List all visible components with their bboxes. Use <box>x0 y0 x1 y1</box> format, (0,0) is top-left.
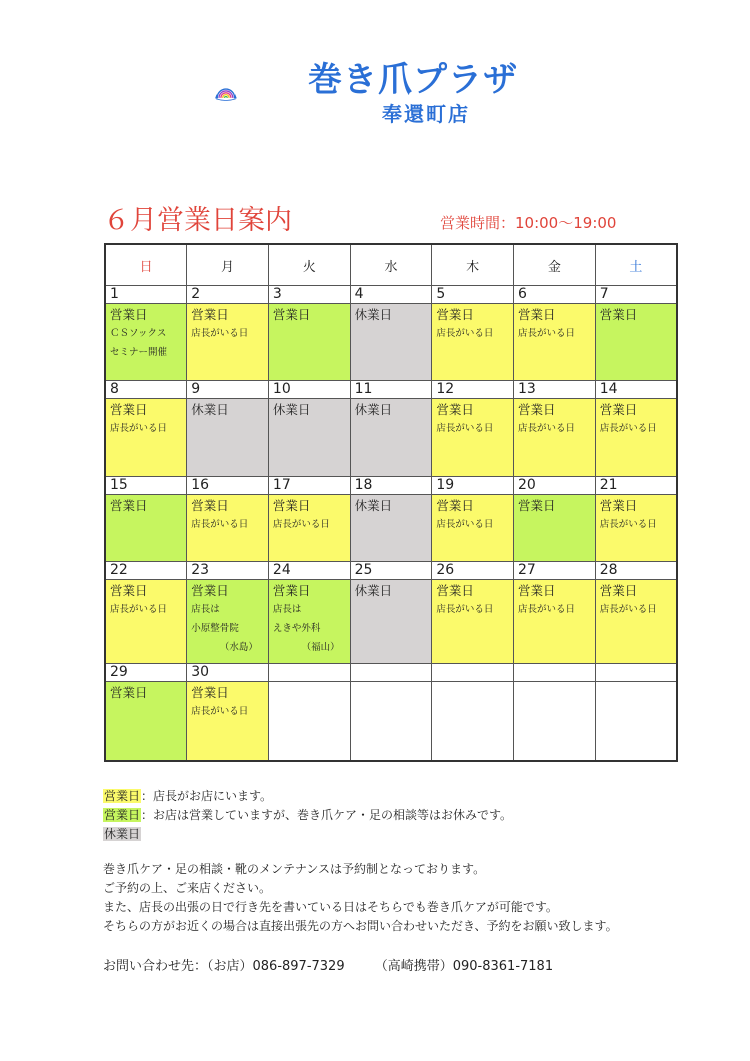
day-status-area <box>351 495 432 561</box>
day-status-area <box>432 304 513 380</box>
day-status: 営業日 <box>110 402 148 417</box>
day-status: 休業日 <box>354 402 393 417</box>
calendar-day-cell <box>514 664 596 762</box>
calendar-day-cell <box>595 477 677 562</box>
calendar-day-cell <box>105 286 187 381</box>
day-status: 営業日 <box>272 307 311 322</box>
calendar-day-cell <box>432 381 514 477</box>
day-status: 営業日 <box>110 498 148 513</box>
day-status-area <box>351 399 432 476</box>
day-status-area <box>514 580 595 663</box>
day-number: 28 <box>596 562 676 580</box>
weekday-header: 木 <box>432 244 514 286</box>
day-number <box>596 664 676 682</box>
day-number: 25 <box>351 562 432 580</box>
day-number: 8 <box>106 381 186 399</box>
day-note: 店長がいる日 <box>110 423 168 434</box>
calendar-day-cell <box>432 562 514 664</box>
day-status-area <box>432 399 513 476</box>
calendar-day-cell <box>432 286 514 381</box>
calendar-day-cell <box>187 477 269 562</box>
day-status: 休業日 <box>354 498 393 513</box>
day-status-area <box>106 304 186 380</box>
day-number: 16 <box>187 477 268 495</box>
day-number: 23 <box>187 562 268 580</box>
day-status-area <box>596 580 676 663</box>
day-status: 営業日 <box>599 307 638 322</box>
day-status-area <box>514 304 595 380</box>
day-status: 営業日 <box>599 402 638 417</box>
legend-item-open <box>103 806 512 823</box>
calendar-week-row <box>105 477 677 562</box>
day-number: 4 <box>351 286 432 304</box>
calendar-day-cell <box>105 562 187 664</box>
day-status-area <box>269 580 350 663</box>
day-status-area <box>187 304 268 380</box>
calendar-day-cell <box>268 381 350 477</box>
day-number: 1 <box>106 286 186 304</box>
calendar-day-cell <box>514 286 596 381</box>
weekday-header: 金 <box>514 244 596 286</box>
legend-item-manager <box>103 787 272 804</box>
day-status-area <box>514 399 595 476</box>
calendar-day-cell <box>350 286 432 381</box>
day-status-area <box>432 580 513 663</box>
day-status: 営業日 <box>436 307 474 322</box>
day-note: 店長がいる日 <box>599 519 657 530</box>
day-number: 9 <box>187 381 268 399</box>
day-note: 店長がいる日 <box>599 423 657 434</box>
calendar-day-cell <box>350 562 432 664</box>
day-note: ＣＳソックス <box>110 328 167 339</box>
calendar-day-cell <box>595 381 677 477</box>
day-number: 14 <box>596 381 676 399</box>
day-note: 店長がいる日 <box>191 706 249 717</box>
calendar-day-cell <box>514 477 596 562</box>
calendar-day-cell <box>432 664 514 762</box>
day-status-area <box>187 682 268 760</box>
day-status: 休業日 <box>191 402 229 417</box>
day-status: 営業日 <box>518 498 556 513</box>
calendar-day-cell <box>187 664 269 762</box>
contact-mobile-phone: （高崎携帯）090-8361-7181 <box>374 959 554 974</box>
day-status: 営業日 <box>518 307 556 322</box>
day-number <box>514 664 595 682</box>
info-line: また、店長の出張の日で行き先を書いている日はそちらでも巻き爪ケアが可能です。 <box>103 900 558 914</box>
day-status-area <box>187 495 268 561</box>
calendar-week-row <box>105 381 677 477</box>
weekday-header-row <box>105 244 677 286</box>
info-line: そちらの方がお近くの場合は直接出張先の方へお問い合わせいただき、予約をお願い致します。 <box>103 919 618 933</box>
calendar-day-cell <box>268 562 350 664</box>
day-status: 休業日 <box>354 307 393 322</box>
day-note: 店長がいる日 <box>518 423 576 434</box>
day-status: 営業日 <box>436 583 474 598</box>
day-note: 店長がいる日 <box>191 519 249 530</box>
day-status: 営業日 <box>191 583 229 598</box>
day-status-area <box>596 495 676 561</box>
calendar-day-cell <box>514 381 596 477</box>
day-status-area <box>269 399 350 476</box>
legend-label: 営業日 <box>104 808 141 822</box>
weekday-header: 火 <box>268 244 350 286</box>
calendar-day-cell <box>268 286 350 381</box>
day-number: 30 <box>187 664 268 682</box>
day-status-area <box>106 580 186 663</box>
day-number: 27 <box>514 562 595 580</box>
calendar-day-cell <box>268 477 350 562</box>
day-status-area <box>596 399 676 476</box>
day-number: 21 <box>596 477 676 495</box>
business-hours: 営業時間：10:00〜19:00 <box>440 214 617 232</box>
day-number: 12 <box>432 381 513 399</box>
contact-store-phone: お問い合わせ先：（お店）086-897-7329 <box>103 959 345 974</box>
page-title: ６月営業日案内 <box>103 205 292 236</box>
info-paragraph <box>103 860 618 936</box>
weekday-header: 月 <box>187 244 269 286</box>
rainbow-logo-icon <box>214 52 304 132</box>
day-number: 26 <box>432 562 513 580</box>
day-note: 店長がいる日 <box>518 604 576 615</box>
weekday-header: 土 <box>595 244 677 286</box>
day-number: 2 <box>187 286 268 304</box>
day-number <box>269 664 350 682</box>
day-number: 11 <box>351 381 432 399</box>
calendar-week-row <box>105 286 677 381</box>
day-status-area <box>432 682 513 760</box>
calendar-day-cell <box>187 562 269 664</box>
day-status: 休業日 <box>354 583 393 598</box>
calendar-day-cell <box>350 664 432 762</box>
day-status-area <box>106 682 186 760</box>
calendar-day-cell <box>514 562 596 664</box>
day-status-area <box>351 580 432 663</box>
day-status-area <box>514 495 595 561</box>
day-number: 15 <box>106 477 186 495</box>
day-status: 営業日 <box>110 685 148 700</box>
day-number: 10 <box>269 381 350 399</box>
day-note: 店長がいる日 <box>518 328 576 339</box>
day-note-location: （福山） <box>301 642 340 653</box>
branch-name: 奉還町店 <box>382 102 470 126</box>
day-note: 店長がいる日 <box>110 604 168 615</box>
day-status: 営業日 <box>191 307 229 322</box>
day-status-area <box>106 495 186 561</box>
day-status: 営業日 <box>518 402 556 417</box>
weekday-header: 水 <box>350 244 432 286</box>
brand-name: 巻き爪プラザ <box>308 60 518 100</box>
day-note: 店長は <box>272 604 302 615</box>
day-note: 店長がいる日 <box>272 519 330 530</box>
contact-info <box>103 955 553 974</box>
day-note: 店長は <box>191 604 220 615</box>
calendar-day-cell <box>187 286 269 381</box>
day-number: 20 <box>514 477 595 495</box>
day-status-area <box>432 495 513 561</box>
day-number: 3 <box>269 286 350 304</box>
day-number: 22 <box>106 562 186 580</box>
day-note: セミナー開催 <box>110 347 168 358</box>
day-number: 5 <box>432 286 513 304</box>
day-status: 営業日 <box>599 583 638 598</box>
calendar-day-cell <box>105 664 187 762</box>
day-status-area <box>269 304 350 380</box>
day-number <box>351 664 432 682</box>
day-number: 24 <box>269 562 350 580</box>
day-number: 13 <box>514 381 595 399</box>
day-status-area <box>514 682 595 760</box>
day-status: 営業日 <box>191 498 229 513</box>
info-line: 巻き爪ケア・足の相談・靴のメンテナンスは予約制となっております。 <box>103 862 486 876</box>
day-status-area <box>269 495 350 561</box>
day-status: 営業日 <box>599 498 638 513</box>
day-note: 店長がいる日 <box>436 604 494 615</box>
day-status-area <box>269 682 350 760</box>
day-status-area <box>106 399 186 476</box>
day-note: 店長がいる日 <box>436 519 494 530</box>
day-status-area <box>187 580 268 663</box>
day-status-area <box>596 304 676 380</box>
calendar-day-cell <box>432 477 514 562</box>
calendar-day-cell <box>595 562 677 664</box>
calendar-day-cell <box>105 477 187 562</box>
calendar-table <box>104 243 678 762</box>
day-status-area <box>351 304 432 380</box>
day-status: 営業日 <box>272 583 311 598</box>
day-status: 営業日 <box>518 583 556 598</box>
day-number <box>432 664 513 682</box>
day-status: 営業日 <box>191 685 229 700</box>
day-status: 営業日 <box>110 307 148 322</box>
day-status-area <box>596 682 676 760</box>
day-note: 店長がいる日 <box>436 423 494 434</box>
calendar-day-cell <box>187 381 269 477</box>
day-number: 6 <box>514 286 595 304</box>
day-note-location: （水島） <box>219 642 258 653</box>
legend-item-closed <box>103 825 141 842</box>
calendar-day-cell <box>350 477 432 562</box>
legend-text: ：お店は営業していますが、巻き爪ケア・足の相談等はお休みです。 <box>141 808 513 822</box>
day-status-area <box>187 399 268 476</box>
day-number: 29 <box>106 664 186 682</box>
calendar-day-cell <box>105 381 187 477</box>
day-status: 営業日 <box>436 498 474 513</box>
weekday-header: 日 <box>105 244 187 286</box>
day-note: 店長がいる日 <box>436 328 494 339</box>
day-note: 小原整骨院 <box>191 623 239 634</box>
calendar-day-cell <box>268 664 350 762</box>
day-note: 店長がいる日 <box>191 328 249 339</box>
day-status-area <box>351 682 432 760</box>
calendar-day-cell <box>595 286 677 381</box>
day-note: えきや外科 <box>272 623 321 634</box>
day-number: 17 <box>269 477 350 495</box>
calendar-day-cell <box>595 664 677 762</box>
day-status: 営業日 <box>436 402 474 417</box>
calendar-week-row <box>105 664 677 762</box>
day-status: 営業日 <box>110 583 148 598</box>
day-number: 7 <box>596 286 676 304</box>
legend-label: 休業日 <box>104 827 141 841</box>
calendar-day-cell <box>350 381 432 477</box>
day-note: 店長がいる日 <box>599 604 657 615</box>
info-line: ご予約の上、ご来店ください。 <box>103 881 272 895</box>
day-status: 営業日 <box>272 498 311 513</box>
legend-text: ：店長がお店にいます。 <box>141 789 273 803</box>
day-status: 休業日 <box>272 402 311 417</box>
calendar-week-row <box>105 562 677 664</box>
day-number: 19 <box>432 477 513 495</box>
day-number: 18 <box>351 477 432 495</box>
legend-label: 営業日 <box>104 789 141 803</box>
